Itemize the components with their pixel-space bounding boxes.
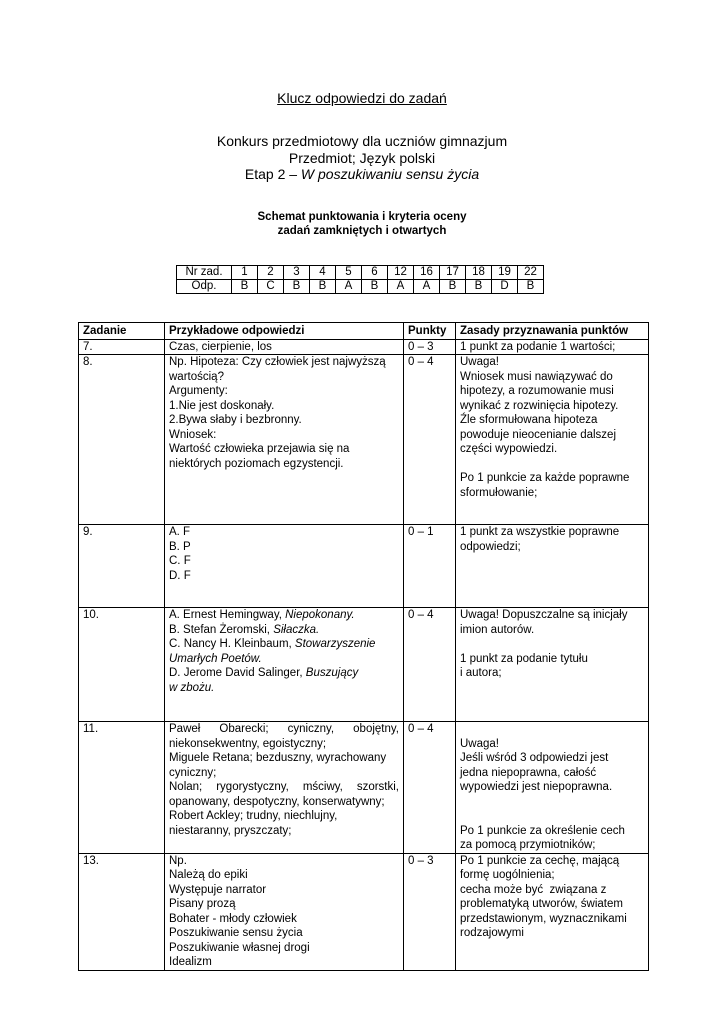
answer-line: opanowany, despotyczny, konserwatywny; xyxy=(169,795,385,808)
answer-line: Idealizm xyxy=(169,956,212,968)
key-answer: B xyxy=(440,280,466,294)
key-numbers-row xyxy=(177,266,544,280)
key-number: 6 xyxy=(362,266,388,280)
rule-spacer xyxy=(460,722,644,737)
schema-heading xyxy=(0,210,724,238)
answer-line: Argumenty: xyxy=(169,385,228,397)
scoring-rules xyxy=(456,339,649,355)
answer-line: Wartość człowieka przejawia się na xyxy=(169,443,350,455)
answer-line: 1.Nie jest doskonały. xyxy=(169,399,275,412)
rule-spacer xyxy=(460,795,644,810)
author-name: B. Stefan Żeromski, xyxy=(169,623,274,636)
key-answer: A xyxy=(336,280,362,294)
key-row-label: Nr zad. xyxy=(177,266,232,280)
answer-line: Należą do epiki xyxy=(169,869,248,881)
rule-spacer xyxy=(460,457,644,472)
key-answer: C xyxy=(258,280,284,294)
scoring-rules xyxy=(456,355,649,525)
answer-line xyxy=(169,666,399,681)
rule-line: hipotezy, a rozumowanie musi xyxy=(460,385,614,397)
rule-line: sformułowanie; xyxy=(460,486,538,499)
rule-line: cecha może być związana z xyxy=(460,883,607,896)
contest-line: Konkurs przedmiotowy dla uczniów gimnazjum xyxy=(216,133,508,149)
answer-line: Robert Ackley; trudny, niechlujny, xyxy=(169,810,338,822)
rule-line: Wniosek musi nawiązywać do xyxy=(460,370,613,383)
key-number: 16 xyxy=(414,266,440,280)
table-row xyxy=(79,722,649,854)
key-number: 18 xyxy=(466,266,492,280)
rule-line: formę uogólnienia; xyxy=(460,869,555,881)
answer-line: Poszukiwanie sensu życia xyxy=(169,927,303,939)
rule-line: przedstawionym, wyznacznikami xyxy=(460,912,627,925)
key-number: 12 xyxy=(388,266,414,280)
key-number: 3 xyxy=(284,266,310,280)
schema-line-1: Schemat punktowania i kryteria oceny xyxy=(257,211,467,223)
book-title: Siłaczka. xyxy=(273,623,320,636)
grading-header-row xyxy=(79,323,649,340)
answer-line: B. P xyxy=(169,540,191,553)
key-answer: D xyxy=(492,280,518,294)
rule-line: Po 1 punkcie za cechę, mającą xyxy=(460,854,620,867)
answer-line: Wniosek: xyxy=(169,428,217,441)
points-range: 0 – 3 xyxy=(404,339,456,355)
contest-info xyxy=(0,133,724,183)
key-answers-row xyxy=(177,280,544,294)
rule-line: powoduje nieocenianie dalszej xyxy=(460,428,617,441)
answer-line: Miguele Retana; bezduszny, wyrachowany xyxy=(169,752,387,764)
author-name: C. Nancy H. Kleinbaum, xyxy=(169,638,295,650)
scoring-rules xyxy=(456,722,649,854)
answer-line: niektórych poziomach egzystencji. xyxy=(169,457,344,470)
task-number: 9. xyxy=(79,525,165,608)
rule-spacer xyxy=(460,809,644,824)
sample-answers xyxy=(165,525,404,608)
answer-line: Bohater - młody człowiek xyxy=(169,912,297,925)
rule-line: Uwaga! Dopuszczalne są inicjały xyxy=(460,609,628,621)
task-number: 7. xyxy=(79,339,165,355)
table-row xyxy=(79,339,649,355)
task-number: 8. xyxy=(79,355,165,525)
rule-line: 1 punkt za podanie 1 wartości; xyxy=(460,340,616,353)
answer-line xyxy=(169,608,399,623)
points-range: 0 – 4 xyxy=(404,722,456,854)
rule-line: problematyką utworów, światem xyxy=(460,898,623,910)
table-row xyxy=(79,853,649,970)
header-task: Zadanie xyxy=(79,323,165,340)
scoring-rules xyxy=(456,525,649,608)
header-rules: Zasady przyznawania punktów xyxy=(456,323,649,340)
rule-line: 1 punkt za wszystkie poprawne xyxy=(460,526,620,538)
rule-line: Źle sformułowana hipoteza xyxy=(460,414,598,426)
key-number: 19 xyxy=(492,266,518,280)
rule-line: odpowiedzi; xyxy=(460,540,521,553)
answer-line: niekonsekwentny, egoistyczny; xyxy=(169,737,327,750)
answer-line: 2.Bywa słaby i bezbronny. xyxy=(169,414,302,426)
answer-line: Np. Hipoteza: Czy człowiek jest najwyższą xyxy=(169,356,386,368)
rule-line: i autora; xyxy=(460,667,502,679)
answer-line: Czas, cierpienie, los xyxy=(169,340,272,353)
author-name: D. Jerome David Salinger, xyxy=(169,667,306,679)
key-number: 17 xyxy=(440,266,466,280)
key-row-label: Odp. xyxy=(177,280,232,294)
table-row xyxy=(79,355,649,525)
rule-line: Uwaga! xyxy=(460,737,499,750)
rule-line: imion autorów. xyxy=(460,623,535,636)
points-range: 0 – 4 xyxy=(404,355,456,525)
sample-answers xyxy=(165,608,404,722)
grading-table xyxy=(78,322,649,971)
book-title: Buszujący xyxy=(305,667,359,679)
rule-line: za pomocą przymiotników; xyxy=(460,839,596,851)
answer-line xyxy=(169,623,399,638)
points-range: 0 – 1 xyxy=(404,525,456,608)
sample-answers xyxy=(165,722,404,854)
stage-theme: W poszukiwaniu sensu życia xyxy=(300,166,480,182)
table-row xyxy=(79,525,649,608)
task-number: 11. xyxy=(79,722,165,854)
subject-line: Przedmiot; Język polski xyxy=(288,149,436,166)
book-title: Stowarzyszenie xyxy=(294,638,376,650)
key-answer: B xyxy=(466,280,492,294)
scoring-rules xyxy=(456,853,649,970)
rule-line: 1 punkt za podanie tytułu xyxy=(460,652,588,665)
rule-line: Jeśli wśród 3 odpowiedzi jest xyxy=(460,752,609,764)
answer-line xyxy=(169,637,399,652)
key-answer: B xyxy=(310,280,336,294)
answer-line: D. F xyxy=(169,569,191,582)
answer-line: Paweł Obarecki; cyniczny, obojętny, xyxy=(169,723,399,735)
sample-answers xyxy=(165,355,404,525)
answer-line: Np. xyxy=(169,854,187,867)
answer-line: A. F xyxy=(169,526,191,538)
answer-line: wartością? xyxy=(169,370,224,383)
book-title: Umarłych Poetów. xyxy=(169,652,262,665)
answer-line: niestaranny, pryszczaty; xyxy=(169,824,292,837)
rule-line: Po 1 punkcie za określenie cech xyxy=(460,824,625,837)
answer-line: Pisany prozą xyxy=(169,898,236,910)
book-title: Niepokonany. xyxy=(285,609,355,621)
points-range: 0 – 3 xyxy=(404,853,456,970)
schema-line-2: zadań zamkniętych i otwartych xyxy=(277,225,447,237)
answer-line: Poszukiwanie własnej drogi xyxy=(169,941,310,954)
rule-line: części wypowiedzi. xyxy=(460,443,558,455)
answer-key-table xyxy=(176,265,544,294)
key-number: 5 xyxy=(336,266,362,280)
answer-line: cyniczny; xyxy=(169,766,217,779)
key-answer: B xyxy=(362,280,388,294)
answer-line: Nolan; rygorystyczny, mściwy, szorstki, xyxy=(169,781,399,793)
key-answer: B xyxy=(518,280,544,294)
answer-line: C. F xyxy=(169,555,191,567)
points-range: 0 – 4 xyxy=(404,608,456,722)
rule-line: rodzajowymi xyxy=(460,927,524,939)
key-answer: B xyxy=(232,280,258,294)
author-name: A. Ernest Hemingway, xyxy=(169,609,286,621)
document-title: Klucz odpowiedzi do zadań xyxy=(277,90,447,106)
sample-answers xyxy=(165,853,404,970)
key-answer: A xyxy=(388,280,414,294)
rule-line: Po 1 punkcie za każde poprawne xyxy=(460,472,630,484)
sample-answers xyxy=(165,339,404,355)
stage-line xyxy=(0,166,724,183)
key-number: 1 xyxy=(232,266,258,280)
rule-spacer xyxy=(460,637,644,652)
answer-line: Występuje narrator xyxy=(169,883,267,896)
rule-line: wynikać z rozwinięcia hipotezy. xyxy=(460,399,619,412)
header-answers: Przykładowe odpowiedzi xyxy=(165,323,404,340)
task-number: 13. xyxy=(79,853,165,970)
stage-prefix: Etap 2 – xyxy=(244,166,301,182)
rule-line: Uwaga! xyxy=(460,356,499,368)
key-number: 4 xyxy=(310,266,336,280)
header-points: Punkty xyxy=(404,323,456,340)
scoring-rules xyxy=(456,608,649,722)
rule-line: jedna niepoprawna, całość xyxy=(460,766,597,779)
book-title: w zbożu. xyxy=(169,681,215,694)
task-number: 10. xyxy=(79,608,165,722)
key-answer: A xyxy=(414,280,440,294)
rule-line: wypowiedzi jest niepoprawna. xyxy=(460,781,613,793)
key-number: 22 xyxy=(518,266,544,280)
table-row xyxy=(79,608,649,722)
key-answer: B xyxy=(284,280,310,294)
key-number: 2 xyxy=(258,266,284,280)
